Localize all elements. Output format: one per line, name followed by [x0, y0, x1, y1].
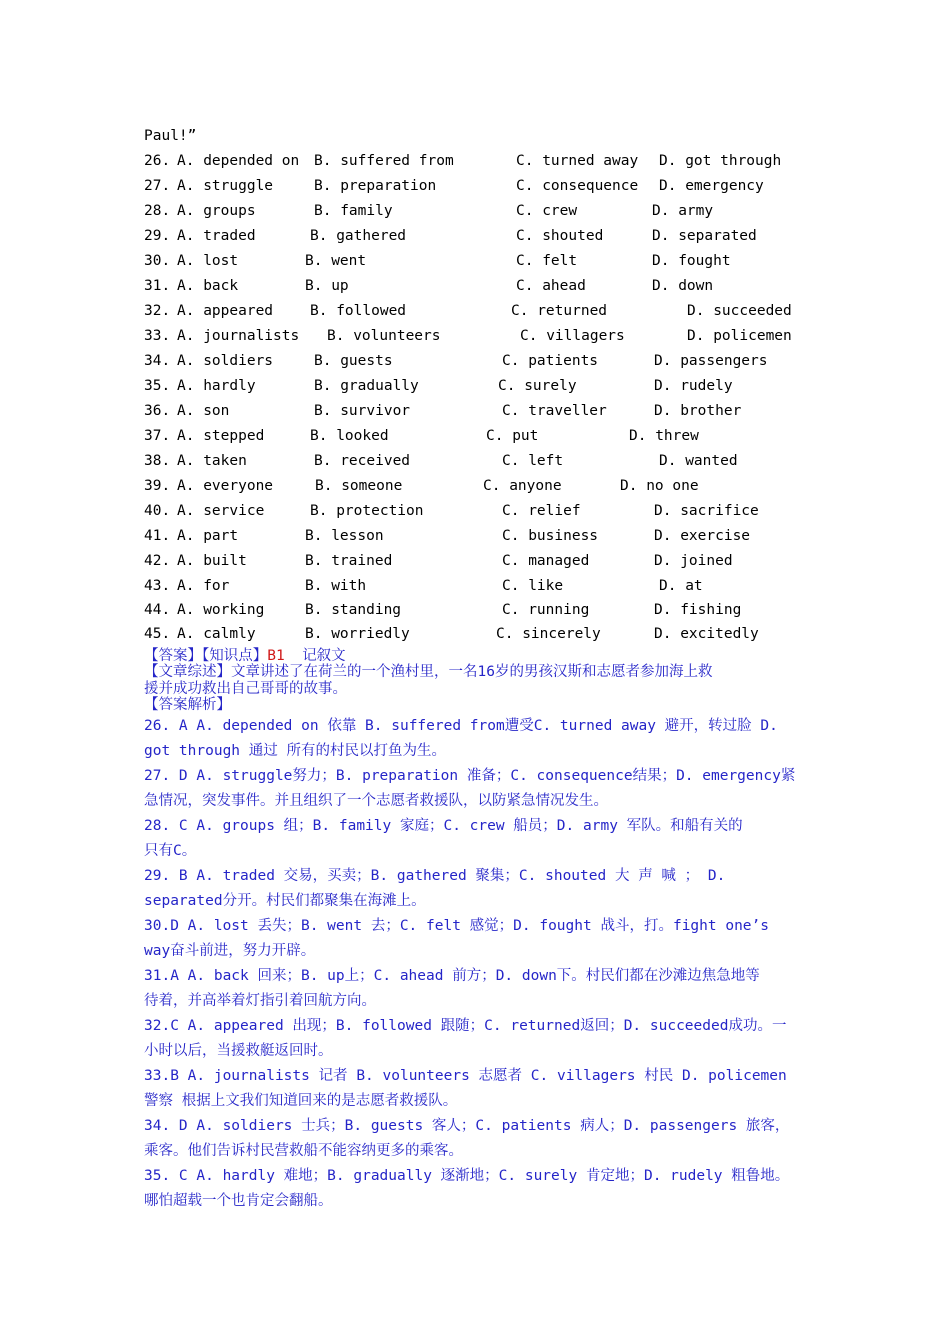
question-number: 32.	[144, 303, 171, 319]
option-a: A. everyone	[177, 478, 274, 494]
option-b: B. received	[314, 453, 411, 469]
option-b: B. worriedly	[305, 626, 410, 642]
question-row	[144, 474, 824, 499]
question-row	[144, 249, 824, 274]
question-row	[144, 449, 824, 474]
question-number: 33.	[144, 328, 171, 344]
option-c: C. left	[502, 453, 564, 469]
option-a: A. for	[177, 578, 230, 594]
explanation-item	[144, 964, 816, 1014]
option-d: D. excitedly	[654, 626, 759, 642]
option-d: D. joined	[654, 553, 733, 569]
explanation-line: 35. C A. hardly 难地；B. gradually 逐渐地；C. surely 肯定地；D. rudely 粗鲁地。	[144, 1168, 790, 1184]
option-c: C. returned	[511, 303, 608, 319]
question-number: 28.	[144, 203, 171, 219]
option-d: D. succeeded	[687, 303, 792, 319]
option-c: C. consequence	[516, 178, 639, 194]
question-number: 40.	[144, 503, 171, 519]
explanation-item	[144, 814, 816, 864]
option-a: A. appeared	[177, 303, 274, 319]
question-row	[144, 549, 824, 574]
option-b: B. trained	[305, 553, 393, 569]
question-row	[144, 299, 824, 324]
question-row	[144, 224, 824, 249]
option-b: B. volunteers	[327, 328, 441, 344]
option-d: D. policemen	[687, 328, 792, 344]
option-d: D. fishing	[654, 602, 742, 618]
explanation-item	[144, 1164, 816, 1214]
explanation-line: got through 通过 所有的村民以打鱼为生。	[144, 743, 446, 759]
explanation-line: separated分开。村民们都聚集在海滩上。	[144, 893, 426, 909]
question-number: 27.	[144, 178, 171, 194]
summary-line-1	[144, 664, 816, 680]
explanation-item	[144, 1014, 816, 1064]
option-c: C. villagers	[520, 328, 625, 344]
question-number: 43.	[144, 578, 171, 594]
option-c: C. relief	[502, 503, 581, 519]
option-c: C. put	[486, 428, 539, 444]
explanation-line: way奋斗前进，努力开辟。	[144, 943, 316, 959]
option-d: D. fought	[652, 253, 731, 269]
question-row	[144, 524, 824, 549]
question-number: 31.	[144, 278, 171, 294]
summary-text-1: 文章讲述了在荷兰的一个渔村里，一名16岁的男孩汉斯和志愿者参加海上救	[231, 664, 713, 680]
question-row	[144, 399, 824, 424]
question-number: 35.	[144, 378, 171, 394]
intro-text: Paul!”	[144, 128, 197, 144]
option-a: A. back	[177, 278, 239, 294]
explanation-line: 34. D A. soldiers 士兵；B. guests 客人；C. patients 病人；D. passengers 旅客，	[144, 1118, 790, 1134]
question-number: 41.	[144, 528, 171, 544]
option-a: A. hardly	[177, 378, 256, 394]
explanation-line: 哪怕超载一个也肯定会翻船。	[144, 1193, 333, 1209]
option-a: A. journalists	[177, 328, 300, 344]
question-number: 26.	[144, 153, 171, 169]
option-c: C. ahead	[516, 278, 586, 294]
explanation-line: 31.A A. back 回来；B. up上；C. ahead 前方；D. down下。村民们都在沙滩边焦急地等	[144, 968, 760, 984]
question-number: 34.	[144, 353, 171, 369]
answer-label: 【答案】【知识点】	[144, 648, 268, 664]
option-b: B. family	[314, 203, 393, 219]
option-d: D. rudely	[654, 378, 733, 394]
summary-text-2: 援并成功救出自己哥哥的故事。	[144, 681, 347, 697]
option-b: B. suffered from	[314, 153, 454, 169]
option-d: D. got through	[659, 153, 782, 169]
question-row	[144, 499, 824, 524]
question-row	[144, 199, 824, 224]
explanation-line: 29. B A. traded 交易，买卖；B. gathered 聚集；C. shouted 大 声 喊 ； D.	[144, 868, 726, 884]
option-d: D. emergency	[659, 178, 764, 194]
option-c: C. shouted	[516, 228, 604, 244]
option-a: A. groups	[177, 203, 256, 219]
explanation-line: 警察 根据上文我们知道回来的是志愿者救援队。	[144, 1093, 458, 1109]
option-c: C. sincerely	[496, 626, 601, 642]
option-a: A. taken	[177, 453, 247, 469]
explanation-line: 32.C A. appeared 出现；B. followed 跟随；C. returned返回；D. succeeded成功。一	[144, 1018, 787, 1034]
option-b: B. lesson	[305, 528, 384, 544]
question-number: 30.	[144, 253, 171, 269]
question-row	[144, 149, 824, 174]
option-b: B. standing	[305, 602, 402, 618]
question-row	[144, 424, 824, 449]
option-c: C. traveller	[502, 403, 607, 419]
option-d: D. separated	[652, 228, 757, 244]
explanation-line: 只有C。	[144, 843, 197, 859]
explanation-line: 30.D A. lost 丢失；B. went 去；C. felt 感觉；D. fought 战斗，打。fight one’s	[144, 918, 769, 934]
answer-header	[144, 648, 816, 664]
question-number: 37.	[144, 428, 171, 444]
option-a: A. depended on	[177, 153, 300, 169]
question-row	[144, 374, 824, 399]
option-b: B. up	[305, 278, 349, 294]
option-a: A. stepped	[177, 428, 265, 444]
option-d: D. sacrifice	[654, 503, 759, 519]
question-number: 39.	[144, 478, 171, 494]
explanation-item	[144, 714, 816, 764]
option-c: C. business	[502, 528, 599, 544]
question-number: 42.	[144, 553, 171, 569]
analysis-label	[144, 697, 816, 713]
option-a: A. soldiers	[177, 353, 274, 369]
option-b: B. went	[305, 253, 367, 269]
option-a: A. son	[177, 403, 230, 419]
explanation-item	[144, 1114, 816, 1164]
question-row	[144, 598, 824, 623]
option-b: B. guests	[314, 353, 393, 369]
question-number: 36.	[144, 403, 171, 419]
genre-label: 记叙文	[302, 648, 346, 664]
question-number: 45.	[144, 626, 171, 642]
option-d: D. down	[652, 278, 714, 294]
option-a: A. working	[177, 602, 265, 618]
question-number: 38.	[144, 453, 171, 469]
option-d: D. no one	[620, 478, 699, 494]
explanation-item	[144, 764, 816, 814]
option-c: C. anyone	[483, 478, 562, 494]
option-b: B. someone	[315, 478, 403, 494]
question-number: 29.	[144, 228, 171, 244]
option-a: A. service	[177, 503, 265, 519]
explanation-item	[144, 1064, 816, 1114]
question-row	[144, 174, 824, 199]
option-c: C. crew	[516, 203, 578, 219]
option-b: B. gradually	[314, 378, 419, 394]
explanation-line: 28. C A. groups 组；B. family 家庭；C. crew 船员；D. army 军队。和船有关的	[144, 818, 743, 834]
explanation-line: 26. A A. depended on 依靠 B. suffered from遭受C. turned away 避开，转过脸 D.	[144, 718, 778, 734]
option-c: C. surely	[498, 378, 577, 394]
option-c: C. turned away	[516, 153, 639, 169]
option-a: A. built	[177, 553, 247, 569]
intro-line	[144, 124, 824, 149]
explanations	[144, 714, 816, 1214]
option-d: D. army	[652, 203, 714, 219]
option-a: A. part	[177, 528, 239, 544]
knowledge-code: B1	[267, 648, 285, 664]
option-d: D. at	[659, 578, 703, 594]
explanation-line: 小时以后，当援救艇返回时。	[144, 1043, 333, 1059]
option-a: A. traded	[177, 228, 256, 244]
explanation-line: 待着，并高举着灯指引着回航方向。	[144, 993, 376, 1009]
question-row	[144, 574, 824, 599]
analysis-label-text: 【答案解析】	[144, 697, 231, 713]
option-a: A. lost	[177, 253, 239, 269]
question-row	[144, 349, 824, 374]
question-row	[144, 622, 824, 647]
explanation-line: 27. D A. struggle努力；B. preparation 准备；C. consequence结果；D. emergency紧	[144, 768, 796, 784]
question-row	[144, 274, 824, 299]
option-b: B. followed	[310, 303, 407, 319]
explanation-line: 33.B A. journalists 记者 B. volunteers 志愿者 C. villagers 村民 D. policemen	[144, 1068, 787, 1084]
option-c: C. felt	[516, 253, 578, 269]
option-c: C. running	[502, 602, 590, 618]
option-c: C. managed	[502, 553, 590, 569]
option-a: A. calmly	[177, 626, 256, 642]
option-b: B. with	[305, 578, 367, 594]
option-a: A. struggle	[177, 178, 274, 194]
explanation-item	[144, 914, 816, 964]
question-number: 44.	[144, 602, 171, 618]
explanation-item	[144, 864, 816, 914]
option-d: D. exercise	[654, 528, 751, 544]
option-d: D. passengers	[654, 353, 768, 369]
explanation-line: 急情况，突发事件。并且组织了一个志愿者救援队，以防紧急情况发生。	[144, 793, 608, 809]
summary-label: 【文章综述】	[144, 664, 231, 680]
explanation-line: 乘客。他们告诉村民营救船不能容纳更多的乘客。	[144, 1143, 463, 1159]
option-d: D. wanted	[659, 453, 738, 469]
question-row	[144, 324, 824, 349]
option-c: C. like	[502, 578, 564, 594]
option-b: B. preparation	[314, 178, 437, 194]
option-b: B. protection	[310, 503, 424, 519]
option-d: D. brother	[654, 403, 742, 419]
option-b: B. gathered	[310, 228, 407, 244]
option-b: B. looked	[310, 428, 389, 444]
option-c: C. patients	[502, 353, 599, 369]
option-b: B. survivor	[314, 403, 411, 419]
summary-line-2	[144, 681, 816, 697]
option-d: D. threw	[629, 428, 699, 444]
